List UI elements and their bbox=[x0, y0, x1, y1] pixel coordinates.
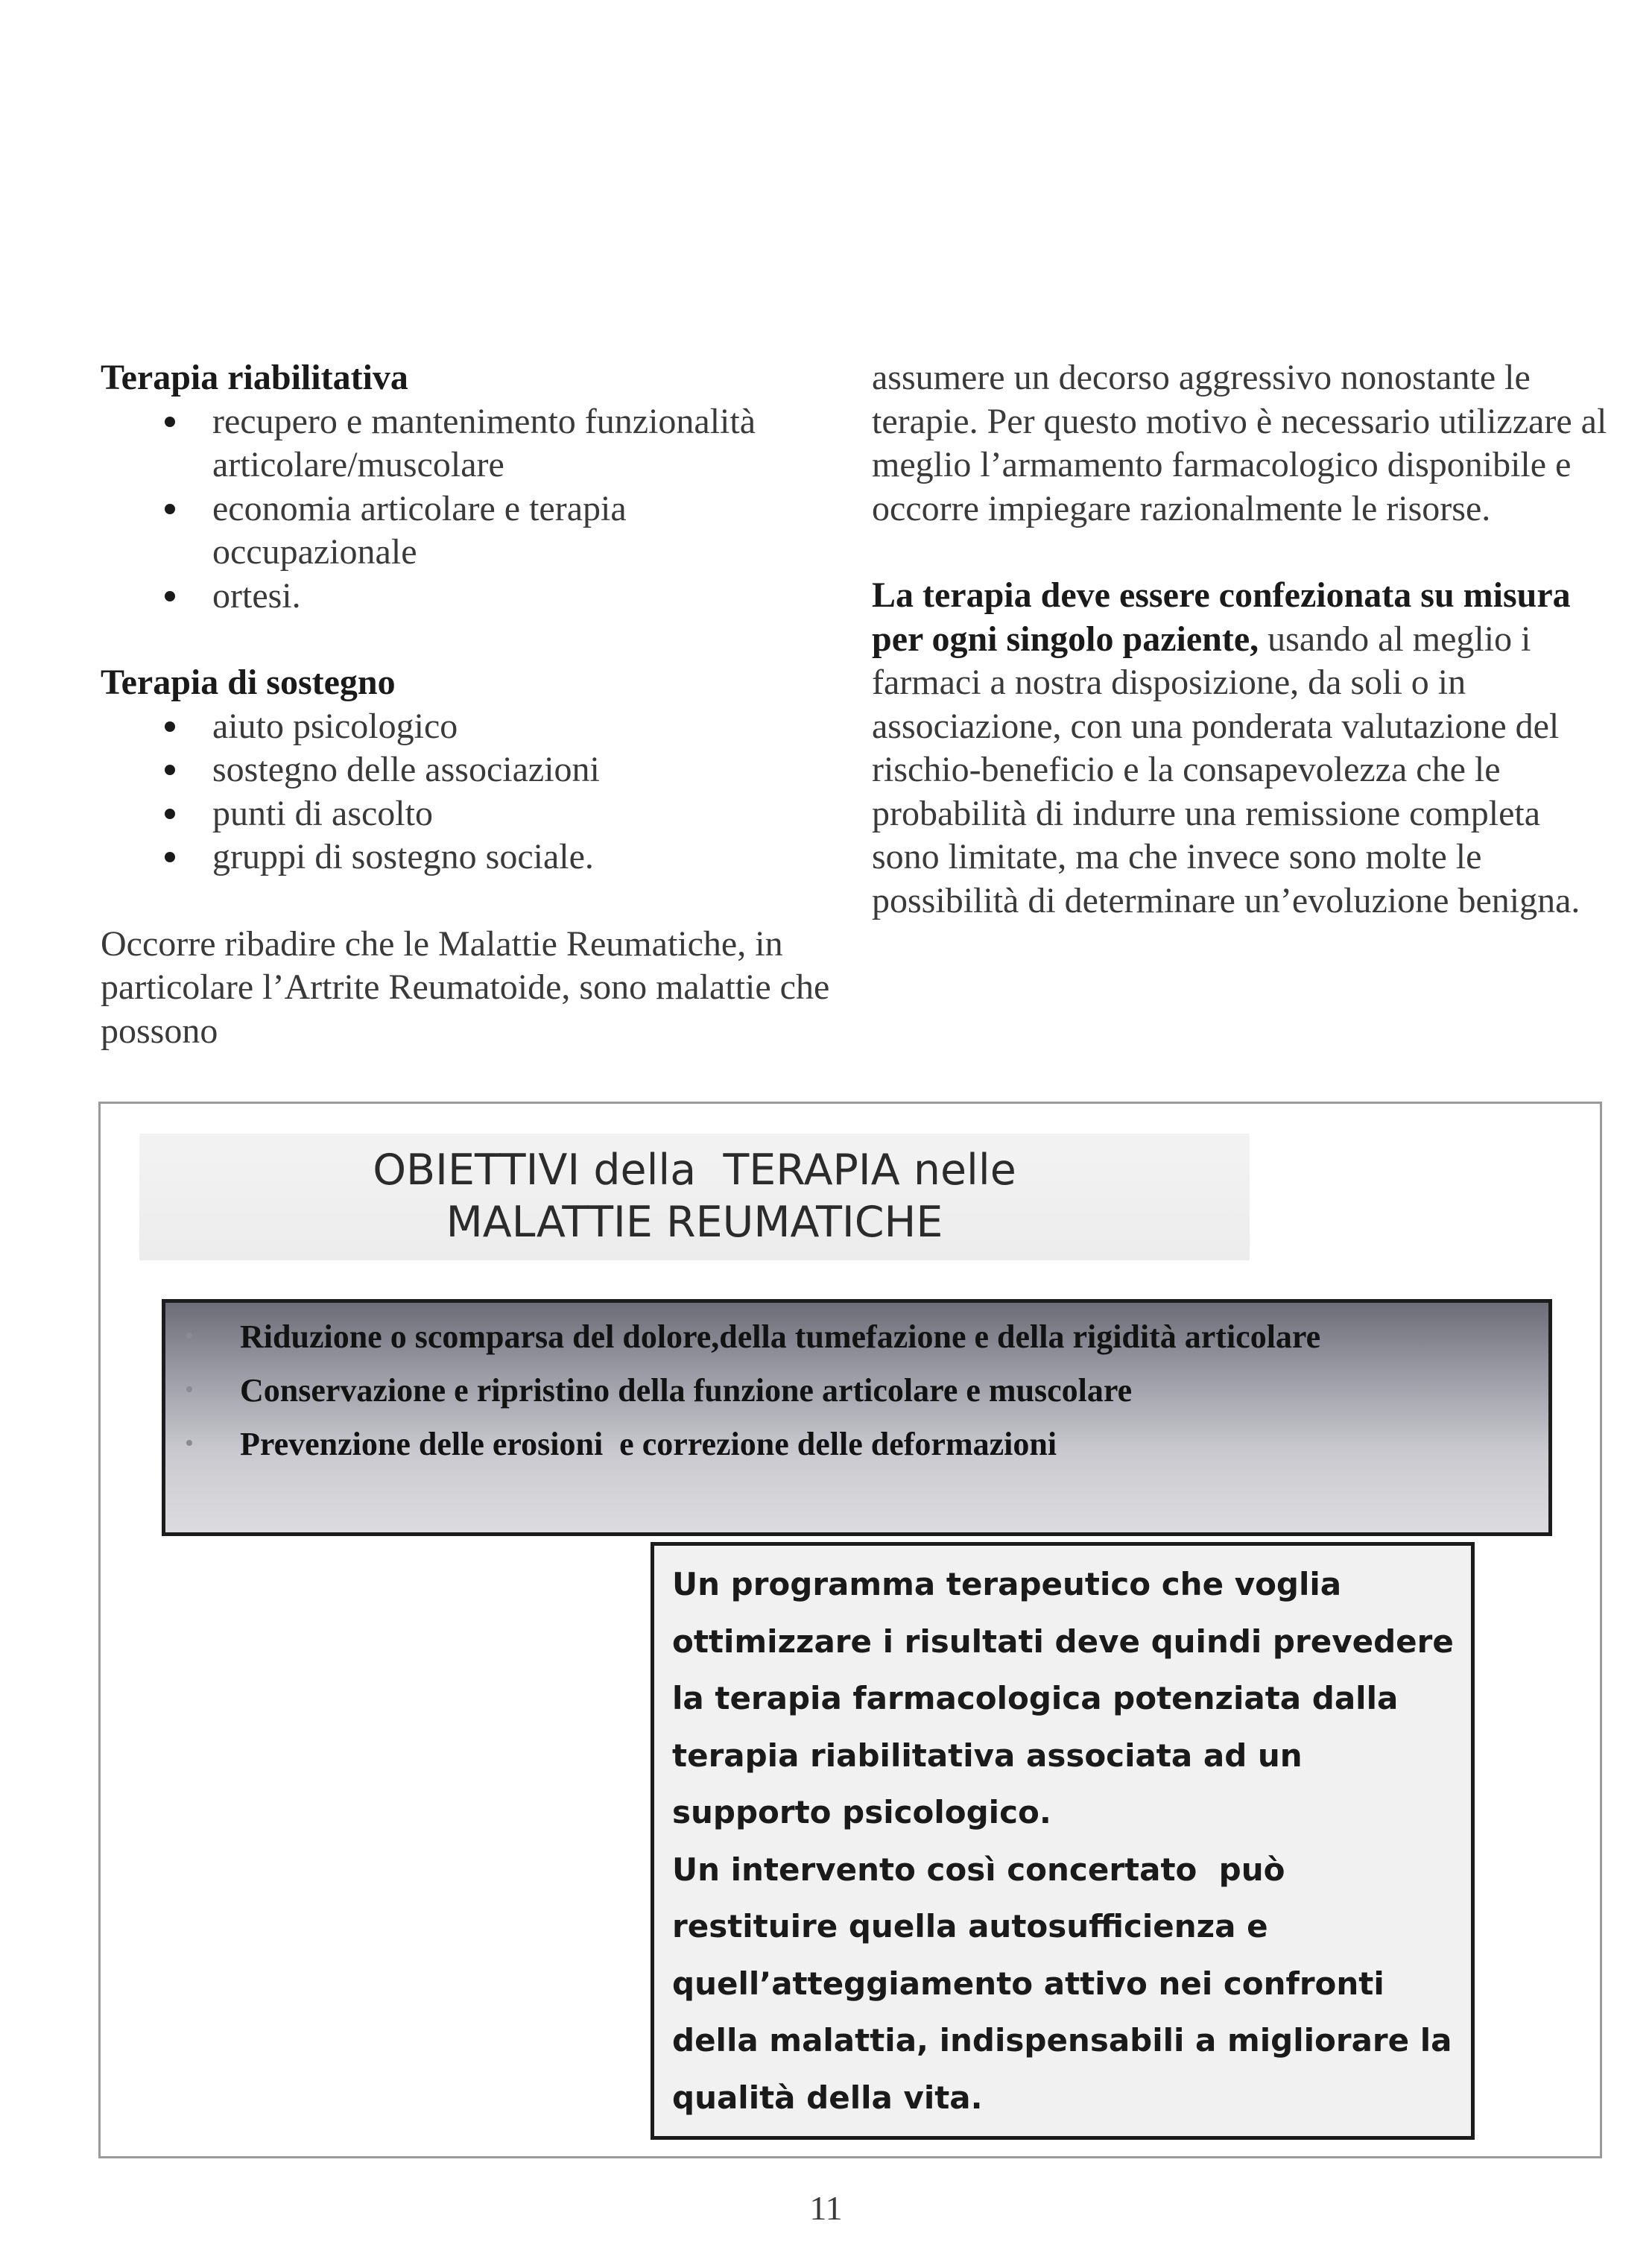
body-text: usando al meglio i farmaci a nostra disposizione, da soli o in associazione, con una ponderata valutazione del rischio-beneficio e la consapevolezza che le probabilità di indurre una remissione completa sono limitate, ma che invece sono molte le possibilità di determinare un’evoluzione benigna. bbox=[872, 619, 1580, 920]
list-item: gruppi di sostegno sociale. bbox=[212, 835, 838, 879]
slide-title-line: OBIETTIVI della TERAPIA nelle bbox=[373, 1146, 1016, 1195]
program-line: qualità della vita. bbox=[672, 2079, 983, 2116]
program-line: restituire quella autosufficienza e bbox=[672, 1908, 1268, 1945]
goal-item: Prevenzione delle erosioni e correzione delle deformazioni bbox=[165, 1424, 1507, 1465]
program-line: Un programma terapeutico che voglia bbox=[672, 1566, 1342, 1602]
slide-title-line: MALATTIE REUMATICHE bbox=[446, 1198, 943, 1247]
program-line: la terapia farmacologica potenziata dalla bbox=[672, 1680, 1399, 1716]
therapy-goals-slide bbox=[98, 1102, 1602, 2158]
program-line: quell’atteggiamento attivo nei confronti bbox=[672, 1965, 1384, 2002]
program-line: della malattia, indispensabili a migliorare la bbox=[672, 2022, 1452, 2059]
program-line: Un intervento così concertato può bbox=[672, 1851, 1285, 1888]
program-line: supporto psicologico. bbox=[672, 1794, 1051, 1830]
program-line: ottimizzare i risultati deve quindi prevedere bbox=[672, 1623, 1454, 1660]
section-heading-support: Terapia di sostegno bbox=[101, 663, 396, 702]
goals-box bbox=[162, 1299, 1552, 1536]
body-paragraph: Occorre ribadire che le Malattie Reumatiche, in particolare l’Artrite Reumatoide, sono malattie che possono bbox=[101, 923, 830, 1051]
page-number: 11 bbox=[809, 2189, 843, 2227]
body-paragraph-emphasis bbox=[872, 574, 1613, 923]
list-item: punti di ascolto bbox=[212, 792, 838, 836]
goal-item: Conservazione e ripristino della funzione articolare e muscolare bbox=[165, 1370, 1507, 1412]
right-column bbox=[872, 356, 1613, 923]
section-heading-rehab: Terapia riabilitativa bbox=[101, 358, 408, 397]
body-paragraph: assumere un decorso aggressivo nonostante le terapie. Per questo motivo è necessario utilizzare al meglio l’armamento farmacologico disponibile e occorre impiegare razionalmente le risorse. bbox=[872, 358, 1607, 528]
list-item: aiuto psicologico bbox=[212, 705, 838, 749]
support-list bbox=[101, 705, 838, 879]
left-column bbox=[101, 356, 838, 1053]
slide-title bbox=[139, 1134, 1250, 1260]
list-item: ortesi. bbox=[212, 575, 838, 619]
program-line: terapia riabilitativa associata ad un bbox=[672, 1737, 1303, 1774]
rehab-list bbox=[101, 400, 838, 619]
list-item: sostegno delle associazioni bbox=[212, 748, 838, 792]
program-box bbox=[651, 1542, 1475, 2140]
goal-item: Riduzione o scomparsa del dolore,della tumefazione e della rigidità articolare bbox=[165, 1316, 1507, 1358]
list-item: economia articolare e terapia occupazionale bbox=[212, 487, 838, 575]
list-item: recupero e mantenimento funzionalità articolare/muscolare bbox=[212, 400, 838, 487]
emphasis-text: La terapia deve essere confezionata su misura per ogni singolo paziente, bbox=[872, 575, 1571, 659]
